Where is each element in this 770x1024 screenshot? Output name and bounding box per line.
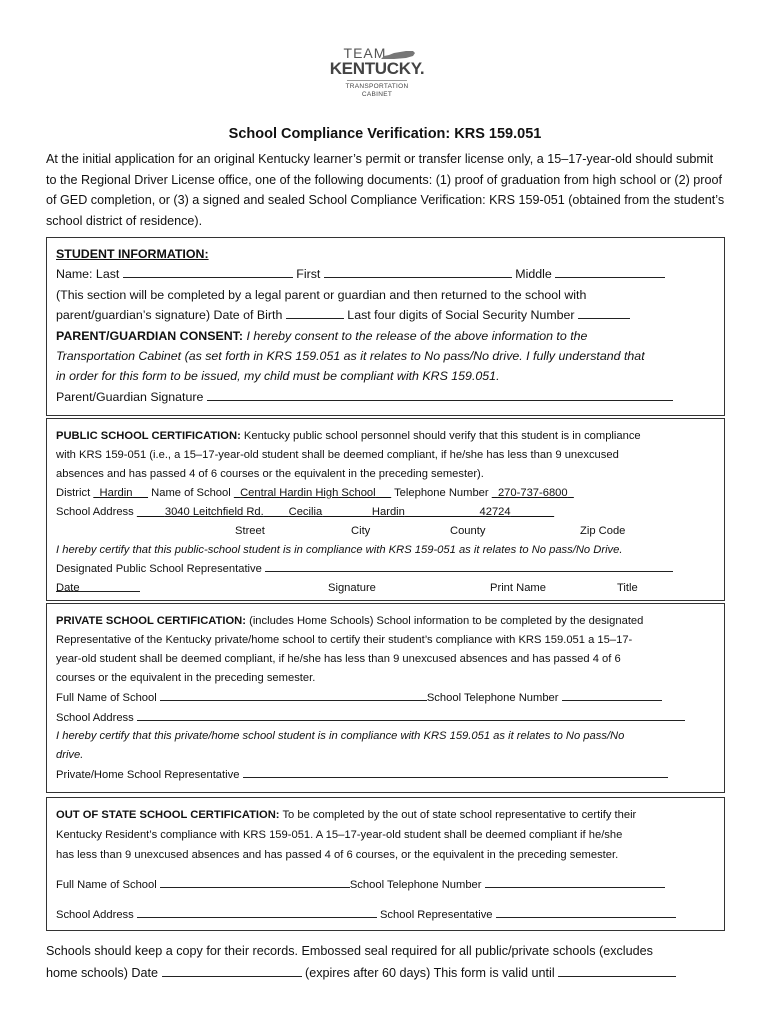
oos-full-name-field[interactable] — [160, 875, 350, 888]
private-school-text-3: year-old student shall be deemed compliant, if he/she has less than 9 unexcused absences and has passed 4 of 6 — [56, 652, 621, 665]
private-certify-1: I hereby certify that this private/home school student is in compliance with KRS 159.051 as it relates to No pass/No — [56, 730, 625, 743]
oos-full-name-label: Full Name of School — [56, 879, 157, 891]
zip-field[interactable]: 42724 — [479, 505, 511, 518]
logo-team-text: TEAM — [343, 45, 387, 61]
logo-subtitle-1: TRANSPORTATION — [345, 83, 409, 90]
ssn-last-four-label: Last four digits of Social Security Number — [347, 308, 575, 323]
private-full-name-label: Full Name of School — [56, 691, 157, 704]
ssn-last-four-field[interactable] — [578, 306, 630, 319]
oos-telephone-label: School Telephone Number — [349, 879, 482, 891]
school-name-field[interactable]: Central Hardin High School — [240, 486, 376, 499]
footer-date-label: home schools) Date — [46, 965, 158, 980]
print-name-caption: Print Name — [490, 582, 546, 595]
private-telephone-label: School Telephone Number — [426, 691, 559, 704]
kentucky-state-icon — [380, 50, 416, 60]
private-school-section — [46, 603, 725, 793]
middle-name-field[interactable] — [555, 265, 665, 278]
out-of-state-text-1: To be completed by the out of state school representative to certify their — [282, 809, 637, 821]
out-of-state-text-2: Kentucky Resident’s compliance with KRS 159-051. A 15–17-year-old student shall be deemed compliant if he/she — [56, 829, 623, 841]
date-of-birth-field[interactable] — [286, 306, 344, 319]
consent-text-3: in order for this form to be issued, my child must be compliant with KRS 159.051. — [56, 369, 500, 384]
telephone-label: Telephone Number — [394, 486, 489, 499]
title-caption: Title — [617, 582, 638, 595]
public-rep-field[interactable] — [265, 559, 673, 572]
middle-name-label: Middle — [515, 267, 552, 282]
public-school-text-2: with KRS 159-051 (i.e., a 15–17-year-old student shall be deemed compliant, if he/she has less than 9 unexcused — [56, 448, 619, 461]
public-school-section: PUBLIC SCHOOL CERTIFICATION: Kentucky public school personnel should verify that this student is in compliance with KRS 159-051 (i.e., a 15–17-year-old student shall be deemed compliant, if he/she has less than 9 unexcused absences and has passed 4 of 6 courses or the equivalent in the preceding semester). District Hardin Name of School Central Hardin High School Telephone Number 270-737-6800 School Address 3040 Leitchfield Rd. Cecilia Hardin 42724 Street City County Zip Code I hereby certify that this public-school student is in compliance with KRS 159-051 as it relates to No pass/No Drive. Designated Public School Representative Date Signature Print Name Title — [46, 418, 725, 601]
guardian-note-line-1: (This section will be completed by a legal parent or guardian and then returned to the school with — [56, 287, 587, 302]
logo-kentucky-text: KENTUCKY. — [329, 59, 425, 78]
telephone-field[interactable]: 270-737-6800 — [497, 486, 568, 499]
last-name-field[interactable] — [123, 265, 293, 278]
street-field[interactable]: 3040 Leitchfield Rd. — [164, 505, 264, 518]
logo-subtitle-2: CABINET — [361, 90, 393, 98]
private-telephone-field[interactable] — [562, 688, 662, 701]
first-name-field[interactable] — [324, 265, 512, 278]
footer-valid-until-field[interactable] — [558, 964, 676, 977]
footer-note — [46, 941, 736, 984]
private-address-field[interactable] — [137, 708, 685, 721]
zip-caption: Zip Code — [580, 524, 626, 537]
private-rep-label: Private/Home School Representative — [56, 769, 240, 782]
out-of-state-heading: OUT OF STATE SCHOOL CERTIFICATION: — [56, 809, 280, 821]
oos-rep-label: School Representative — [379, 909, 493, 921]
city-field[interactable]: Cecilia — [288, 505, 323, 518]
footer-valid-until-label: (expires after 60 days) This form is valid until — [305, 965, 555, 980]
school-name-label: Name of School — [151, 486, 231, 499]
county-caption: County — [450, 524, 486, 537]
out-of-state-section — [46, 797, 725, 931]
private-address-label: School Address — [56, 711, 134, 724]
consent-text-2: Transportation Cabinet (as set forth in KRS 159.051 as it relates to No pass/No drive. I fully understand that — [56, 349, 645, 364]
page-title: School Compliance Verification: KRS 159.051 — [228, 126, 542, 142]
private-full-name-field[interactable] — [160, 688, 427, 701]
private-school-text-2: Representative of the Kentucky private/home school to certify their student’s compliance with KRS 159.051 a 15–17- — [56, 633, 633, 646]
public-date-field[interactable] — [56, 579, 140, 592]
out-of-state-text-3: has less than 9 unexcused absences and has passed 4 of 6 courses, or the equivalent in the preceding semester. — [56, 849, 619, 861]
private-school-heading: PRIVATE SCHOOL CERTIFICATION: — [56, 615, 246, 627]
private-rep-field[interactable] — [243, 765, 668, 778]
public-certify-statement: I hereby certify that this public-school student is in compliance with KRS 159-051 as it relates to No pass/No Drive. — [56, 543, 623, 556]
school-address-label: School Address — [56, 505, 134, 518]
consent-heading: PARENT/GUARDIAN CONSENT: — [56, 328, 244, 343]
footer-line-1: Schools should keep a copy for their records. Embossed seal required for all public/private schools (excludes — [46, 944, 653, 958]
footer-date-field[interactable] — [162, 964, 302, 977]
public-school-text-1: Kentucky public school personnel should verify that this student is in compliance — [243, 430, 641, 442]
team-kentucky-logo — [322, 46, 432, 106]
district-field[interactable]: Hardin — [99, 486, 133, 499]
guardian-signature-label: Parent/Guardian Signature — [56, 389, 204, 404]
consent-text-1: I hereby consent to the release of the above information to the — [246, 328, 588, 343]
student-information-section — [46, 237, 725, 416]
oos-telephone-field[interactable] — [485, 875, 665, 888]
private-certify-2: drive. — [56, 749, 84, 762]
guardian-signature-field[interactable] — [207, 388, 673, 401]
first-name-label: First — [296, 267, 321, 282]
oos-address-label: School Address — [56, 909, 134, 921]
public-rep-label: Designated Public School Representative — [56, 563, 262, 576]
district-label: District — [56, 486, 91, 499]
student-information-heading: STUDENT INFORMATION: — [56, 247, 209, 261]
public-school-heading: PUBLIC SCHOOL CERTIFICATION: — [56, 430, 241, 442]
last-name-label: Name: Last — [56, 267, 120, 282]
intro-paragraph: At the initial application for an original Kentucky learner’s permit or transfer license only, a 15–17-year-old should submit to the Regional Driver License office, one of the following documents: (1) proof of graduation from high school or (2) proof of GED completion, or (3) a signed and sealed School Compliance Verification: KRS 159-051 (obtained from the student’s school district of residence). — [46, 152, 725, 228]
oos-address-field[interactable] — [137, 905, 377, 918]
public-school-text-3: absences and has passed 4 of 6 courses or the equivalent in the preceding semester). — [56, 467, 484, 480]
logo-divider — [347, 80, 407, 81]
private-school-text-4: courses or the equivalent in the preceding semester. — [56, 671, 316, 684]
city-caption: City — [351, 524, 371, 537]
oos-rep-field[interactable] — [496, 905, 676, 918]
street-caption: Street — [235, 524, 265, 537]
private-school-text-1: (includes Home Schools) School information to be completed by the designated — [249, 615, 644, 627]
county-field[interactable]: Hardin — [371, 505, 405, 518]
date-of-birth-label: parent/guardian’s signature) Date of Birth — [56, 308, 283, 323]
signature-caption: Signature — [328, 582, 376, 595]
